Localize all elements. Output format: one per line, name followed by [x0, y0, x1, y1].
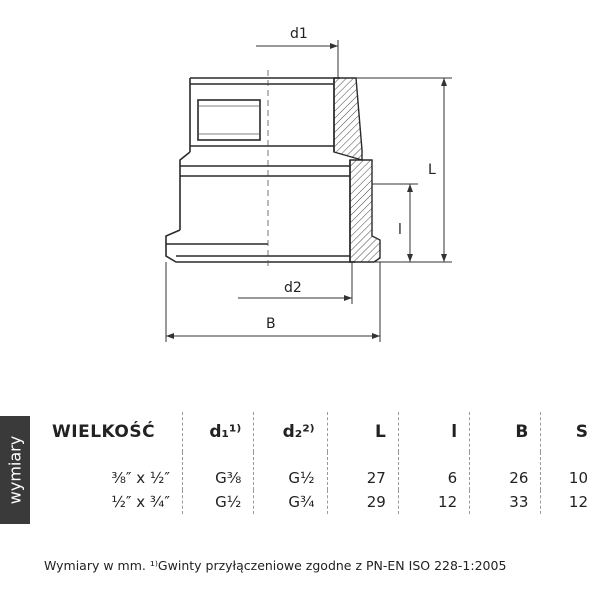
header-d1: d₁¹⁾ — [183, 412, 254, 452]
cell-size: ⅜″ x ½″ — [40, 452, 183, 490]
cell-d1: G⅜ — [183, 452, 254, 490]
header-B: B — [470, 412, 541, 452]
dim-L-label: L — [428, 162, 436, 178]
cell-d2: G¾ — [254, 490, 327, 514]
cell-l: 6 — [398, 452, 469, 490]
header-l: l — [398, 412, 469, 452]
cell-B: 33 — [470, 490, 541, 514]
table-row — [40, 452, 600, 490]
dim-d1-label: d1 — [290, 26, 308, 42]
dim-d2 — [238, 262, 352, 304]
cell-size: ½″ x ¾″ — [40, 490, 183, 514]
reducer-outline — [166, 70, 380, 270]
dim-l-label: l — [398, 222, 402, 238]
cell-L: 29 — [327, 490, 398, 514]
footnote: Wymiary w mm. ¹⁾Gwinty przyłączeniowe zgodne z PN-EN ISO 228-1:2005 — [44, 558, 507, 573]
cell-S: 12 — [568, 493, 588, 511]
header-d2: d₂²⁾ — [254, 412, 327, 452]
cell-B: 26 — [470, 452, 541, 490]
cell-d1: G½ — [183, 490, 254, 514]
dim-d2-label: d2 — [284, 280, 302, 296]
dim-B — [166, 262, 380, 342]
header-size: WIELKOŚĆ — [40, 412, 183, 452]
cell-l: 12 — [398, 490, 469, 514]
header-L: L — [327, 412, 398, 452]
dim-B-label: B — [266, 316, 276, 332]
table-header-row — [40, 412, 600, 452]
table-row — [40, 490, 600, 514]
cell-d2: G½ — [254, 452, 327, 490]
sidebar-tab — [0, 416, 30, 524]
header-S: S — [575, 422, 588, 442]
sidebar-label: wymiary — [5, 435, 25, 505]
spec-table — [40, 412, 600, 514]
cell-S: 10 — [568, 469, 588, 487]
cell-L: 27 — [327, 452, 398, 490]
